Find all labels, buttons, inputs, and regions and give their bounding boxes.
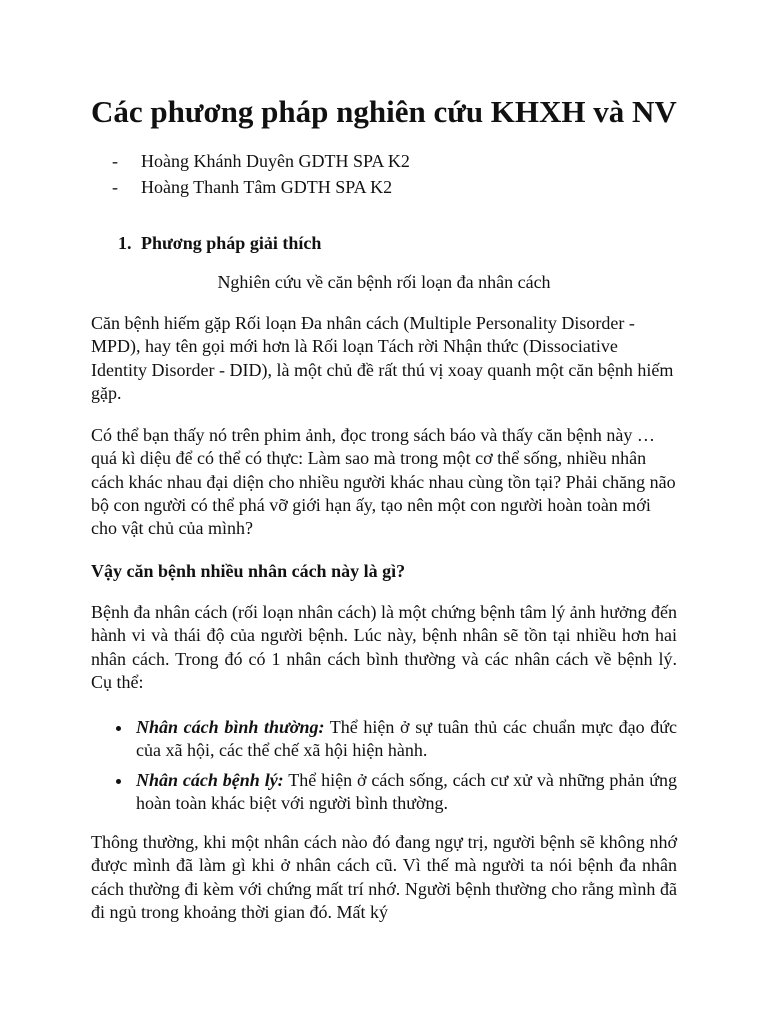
list-item (136, 716, 677, 762)
question-heading: Vậy căn bệnh nhiều nhân cách này là gì? (91, 561, 406, 581)
paragraph-memory: Thông thường, khi một nhân cách nào đó đang ngự trị, người bệnh sẽ không nhớ được mình đã làm gì khi ở nhân cách cũ. Vì thế mà người ta nói bệnh đa nhân cách thường đi kèm với chứng mất trí nhớ. Người bệnh thường cho rằng mình đã đi ngủ trong khoảng thời gian đó. Mất ký (91, 832, 677, 922)
section-heading (118, 230, 321, 256)
section-number: 1. (118, 233, 132, 253)
bullet-term: Nhân cách bệnh lý: (136, 770, 284, 790)
bullet-text: Thể hiện ở cách sống, cách cư xử và những phản ứng hoàn toàn khác biệt với người bình thường. (136, 770, 677, 813)
bullet-text: Thể hiện ở sự tuân thủ các chuẩn mực đạo đức của xã hội, các thể chế xã hội hiện hành. (136, 717, 677, 760)
author-item: - Hoàng Khánh Duyên GDTH SPA K2 (112, 148, 410, 174)
personality-type-list (136, 716, 677, 822)
section-heading-text: Phương pháp giải thích (141, 233, 322, 253)
document-title: Các phương pháp nghiên cứu KHXH và NV (91, 94, 677, 129)
list-item (136, 769, 677, 815)
author-list (112, 148, 410, 200)
document-subtitle: Nghiên cứu về căn bệnh rối loạn đa nhân cách (217, 272, 551, 292)
paragraph-definition: Bệnh đa nhân cách (rối loạn nhân cách) là một chứng bệnh tâm lý ảnh hưởng đến hành vi và thái độ của người bệnh. Lúc này, bệnh nhân sẽ tồn tại nhiều hơn hai nhân cách. Trong đó có 1 nhân cách bình thường và các nhân cách về bệnh lý. Cụ thể: (91, 602, 677, 692)
paragraph-question: Có thể bạn thấy nó trên phim ảnh, đọc trong sách báo và thấy căn bệnh này … quá kì diệu để có thể có thực: Làm sao mà trong một cơ thể sống, nhiều nhân cách khác nhau đại diện cho nhiều người khác nhau cùng tồn tại? Phải chăng não bộ con người có thể phá vỡ giới hạn ấy, tạo nên một con người hoàn toàn mới cho vật chủ của mình? (91, 425, 676, 539)
bullet-term: Nhân cách bình thường: (136, 717, 325, 737)
paragraph-intro: Căn bệnh hiếm gặp Rối loạn Đa nhân cách (Multiple Personality Disorder - MPD), hay tên gọi mới hơn là Rối loạn Tách rời Nhận thức (Dissociative Identity Disorder - DID), là một chủ đề rất thú vị xoay quanh một căn bệnh hiếm gặp. (91, 313, 674, 403)
author-item: - Hoàng Thanh Tâm GDTH SPA K2 (112, 174, 410, 200)
